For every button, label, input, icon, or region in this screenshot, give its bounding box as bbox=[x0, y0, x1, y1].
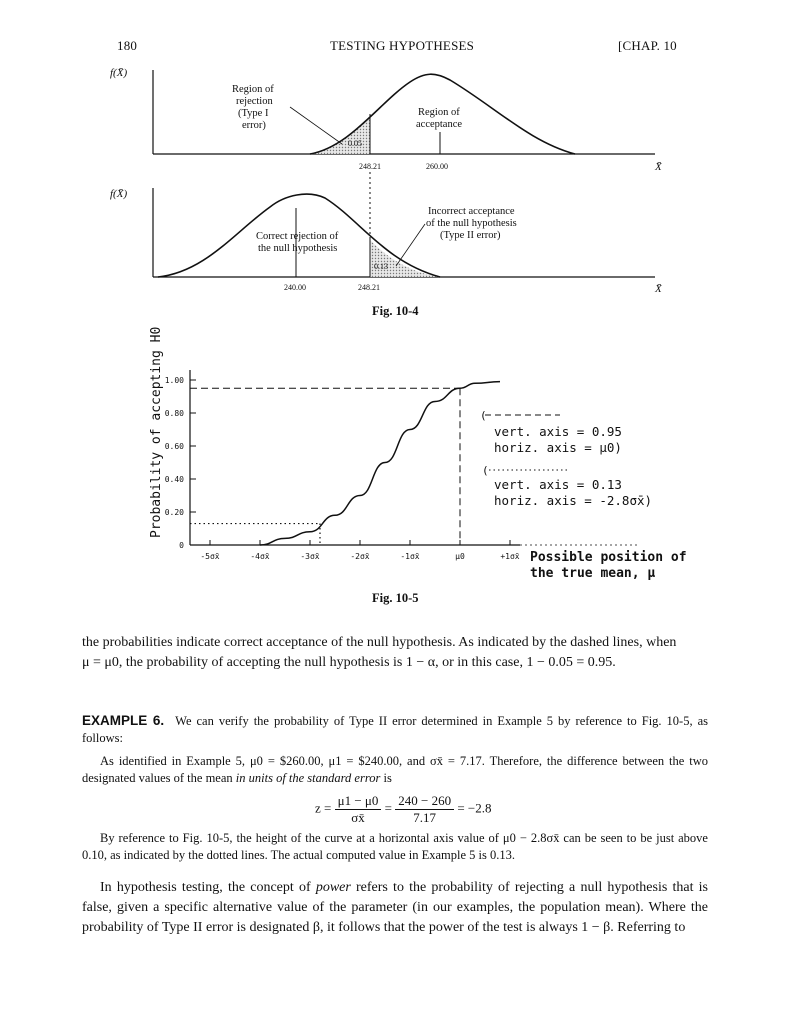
top-rejection-line-2: rejection bbox=[236, 96, 273, 107]
page-number: 180 bbox=[117, 38, 138, 53]
y-tick-label: 1.00 bbox=[164, 376, 184, 385]
top-tick-mean: 260.00 bbox=[426, 162, 448, 171]
legend-dotted-paren: ( bbox=[482, 464, 489, 477]
example-6-paragraph-2: By reference to Fig. 10-5, the height of the curve at a horizontal axis value of μ0 − 2.8σx̄ can be seen to be just above 0.10, as indicated by the dotted lines. The actual computed value in Example 5 is 0.13. bbox=[82, 831, 708, 862]
eq-fraction-2 bbox=[395, 793, 454, 826]
eq-den-2: 7.17 bbox=[413, 810, 437, 825]
fig-10-5-caption: Fig. 10-5 bbox=[372, 591, 419, 605]
eq-num-2: 240 − 260 bbox=[395, 793, 454, 810]
bottom-type2-pointer bbox=[396, 224, 425, 266]
example-6-text: We can verify the probability of Type II error determined in Example 5 by reference to Fig. 10-5, as follows: bbox=[82, 714, 708, 745]
paragraph-1 bbox=[82, 633, 708, 673]
legend-dotted-line-1: vert. axis = 0.13 bbox=[494, 477, 622, 492]
running-title: TESTING HYPOTHESES bbox=[330, 38, 475, 53]
y-tick-label: 0.40 bbox=[164, 475, 184, 484]
legend-dashed-paren: ( bbox=[480, 409, 487, 422]
legend-dashed-line-2: horiz. axis = μ0) bbox=[494, 440, 622, 455]
y-tick-label: 0.60 bbox=[164, 442, 184, 451]
figure-10-5-chart bbox=[140, 326, 687, 590]
example-6-p1-a: As identified in Example 5, μ0 = $260.00, μ1 = $240.00, and σx̄ = 7.17. Therefore, the difference between the two designated values of the mean bbox=[82, 754, 708, 785]
x-tick-label: -5σx̄ bbox=[200, 552, 220, 561]
top-rejection-line-4: error) bbox=[242, 120, 266, 131]
top-panel bbox=[110, 67, 663, 173]
eq-num-1: μ1 − μ0 bbox=[335, 793, 382, 810]
top-y-label: f(X̄) bbox=[110, 67, 128, 79]
x-axis-label-line-1: Possible position of bbox=[530, 550, 687, 565]
bottom-tick-critical: 248.21 bbox=[358, 283, 380, 292]
oc-curve bbox=[260, 382, 500, 545]
example-6-paragraph-1 bbox=[82, 753, 708, 787]
paragraph-1-line-1: the probabilities indicate correct acceptance of the null hypothesis. As indicated by the dashed lines, when bbox=[82, 635, 677, 650]
top-rejection-line-1: Region of bbox=[232, 84, 274, 95]
chapter-label: [CHAP. 10 bbox=[618, 38, 677, 53]
eq-equals-1: = bbox=[384, 800, 392, 816]
example-6-p1-em: in units of the standard error bbox=[235, 771, 381, 785]
bottom-incorrect-line-2: of the null hypothesis bbox=[426, 218, 517, 229]
top-area-label: 0.05 bbox=[348, 139, 362, 148]
example-6-intro bbox=[82, 712, 708, 747]
top-acceptance-line-1: Region of bbox=[418, 107, 460, 118]
example-6-label: EXAMPLE 6. bbox=[82, 713, 165, 728]
bottom-incorrect-line-1: Incorrect acceptance bbox=[428, 206, 515, 217]
bottom-x-label: X̄ bbox=[655, 283, 662, 295]
y-tick-label: 0.20 bbox=[164, 508, 184, 517]
bottom-panel bbox=[110, 188, 663, 295]
power-b: refers to the probability of rejecting a null hypothesis that is false, given a specific alternative value of the parameter (in our examples, the population mean). Where the probability of Type II error is designated β, it follows that the power of the test is always 1 − β. Referring to bbox=[82, 880, 709, 935]
top-rejection-area bbox=[310, 117, 370, 154]
power-em: power bbox=[315, 880, 351, 895]
legend-dotted-line-2: horiz. axis = -2.8σx̄) bbox=[494, 493, 653, 508]
bottom-area-label: 0.13 bbox=[374, 262, 388, 271]
top-rejection-line-3: (Type I bbox=[238, 108, 269, 119]
figure-10-4 bbox=[110, 62, 690, 302]
eq-lhs: z = bbox=[315, 800, 332, 816]
bottom-incorrect-line-3: (Type II error) bbox=[440, 230, 501, 241]
x-tick-label: μ0 bbox=[455, 552, 465, 561]
top-rejection-pointer bbox=[290, 107, 342, 144]
eq-fraction-1 bbox=[335, 793, 382, 826]
power-paragraph bbox=[82, 878, 708, 938]
paragraph-1-line-2: μ = μ0, the probability of accepting the null hypothesis is 1 − α, or in this case, 1 − 0.05 = 0.95. bbox=[82, 655, 616, 670]
fig-10-4-caption: Fig. 10-4 bbox=[372, 304, 419, 318]
y-tick-label: 0 bbox=[179, 541, 184, 550]
x-tick-label: -2σx̄ bbox=[350, 552, 370, 561]
legend-dashed-line-1: vert. axis = 0.95 bbox=[494, 424, 622, 439]
bottom-tick-mean: 240.00 bbox=[284, 283, 306, 292]
y-axis-label: Probability of accepting H0 bbox=[149, 326, 164, 538]
bottom-correct-line-1: Correct rejection of bbox=[256, 231, 339, 242]
x-axis-label-line-2: the true mean, μ bbox=[530, 566, 656, 581]
eq-den-1: σx̄ bbox=[351, 810, 365, 825]
x-tick-label: -3σx̄ bbox=[300, 552, 320, 561]
eq-result: = −2.8 bbox=[457, 800, 492, 816]
top-tick-critical: 248.21 bbox=[359, 162, 381, 171]
example-6-p1-b: is bbox=[380, 771, 392, 785]
top-x-label: X̄ bbox=[655, 161, 662, 173]
x-tick-label: -1σx̄ bbox=[400, 552, 420, 561]
top-acceptance-line-2: acceptance bbox=[416, 119, 463, 130]
bottom-correct-line-2: the null hypothesis bbox=[258, 243, 338, 254]
power-a: In hypothesis testing, the concept of bbox=[100, 880, 316, 895]
z-equation bbox=[315, 793, 492, 826]
x-tick-label: -4σx̄ bbox=[250, 552, 270, 561]
x-tick-label: +1σx̄ bbox=[500, 552, 520, 561]
bottom-y-label: f(X̄) bbox=[110, 188, 128, 200]
y-tick-label: 0.80 bbox=[164, 409, 184, 418]
